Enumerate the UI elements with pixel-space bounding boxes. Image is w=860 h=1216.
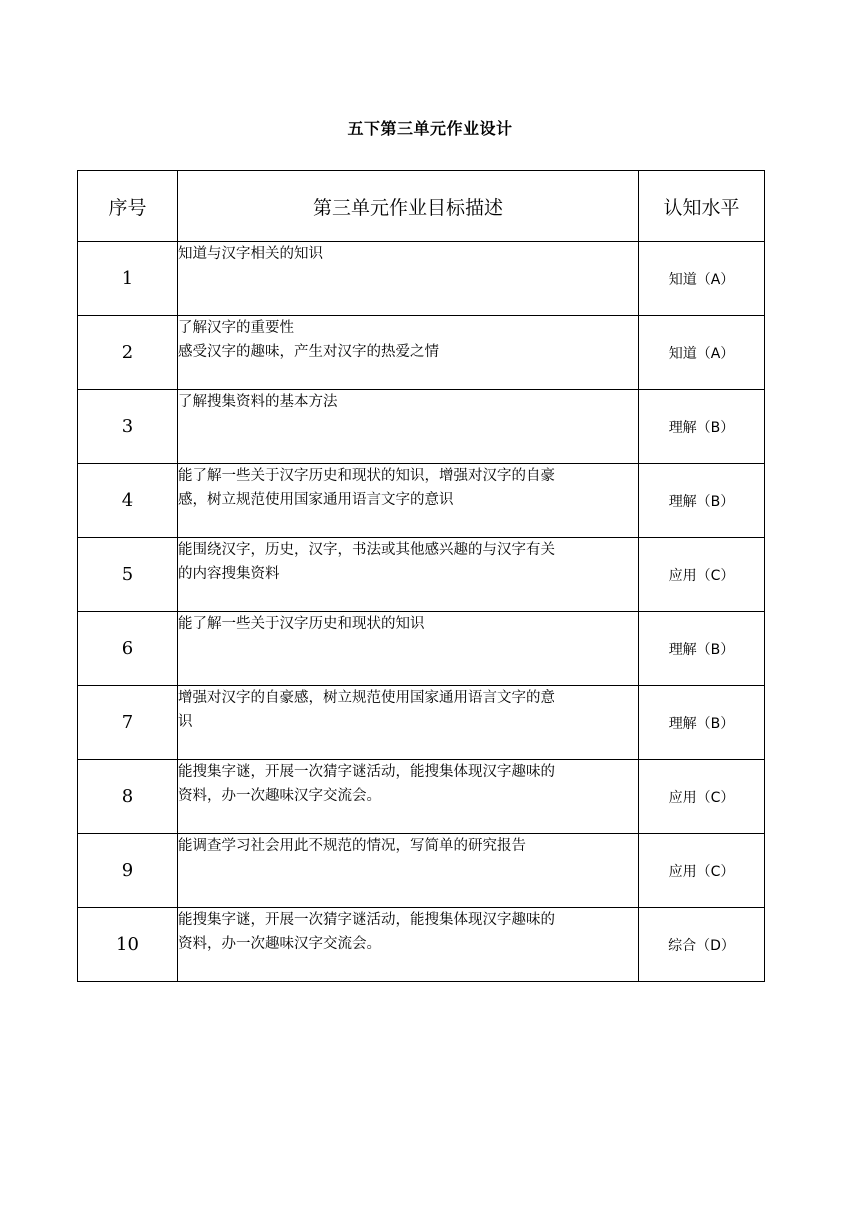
row-description <box>178 538 639 612</box>
row-description <box>178 464 639 538</box>
row-description <box>178 686 639 760</box>
description-line: 能搜集字谜，开展一次猜字谜活动，能搜集体现汉字趣味的 <box>178 764 555 780</box>
header-index: 序号 <box>78 171 178 242</box>
description-line: 了解汉字的重要性 <box>178 320 294 336</box>
table-header-row <box>78 171 765 242</box>
header-description: 第三单元作业目标描述 <box>178 171 639 242</box>
description-line: 增强对汉字的自豪感，树立规范使用国家通用语言文字的意 <box>178 690 555 706</box>
description-line: 了解搜集资料的基本方法 <box>178 394 338 410</box>
row-index: 7 <box>78 686 178 760</box>
row-cognitive-level <box>639 316 765 390</box>
cognitive-level-label: 应用（C） <box>668 567 735 584</box>
cognitive-level-label: 应用（C） <box>668 789 735 806</box>
row-cognitive-level <box>639 390 765 464</box>
table-row <box>78 686 765 760</box>
description-line: 能调查学习社会用此不规范的情况，写简单的研究报告 <box>178 838 526 854</box>
description-line: 资料，办一次趣味汉字交流会。 <box>178 788 381 804</box>
cognitive-level-label: 理解（B） <box>668 641 735 658</box>
table-row <box>78 834 765 908</box>
document-title: 五下第三单元作业设计 <box>347 119 513 138</box>
row-description <box>178 242 639 316</box>
row-description <box>178 760 639 834</box>
row-index: 1 <box>78 242 178 316</box>
table-row <box>78 242 765 316</box>
table-row <box>78 760 765 834</box>
table-row <box>78 390 765 464</box>
row-description <box>178 834 639 908</box>
row-index: 3 <box>78 390 178 464</box>
row-index: 4 <box>78 464 178 538</box>
description-line: 感受汉字的趣味，产生对汉字的热爱之情 <box>178 344 439 360</box>
cognitive-level-label: 知道（A） <box>668 345 735 362</box>
table-row <box>78 908 765 982</box>
description-line: 感，树立规范使用国家通用语言文字的意识 <box>178 492 454 508</box>
row-index: 2 <box>78 316 178 390</box>
row-cognitive-level <box>639 538 765 612</box>
row-description <box>178 908 639 982</box>
row-cognitive-level <box>639 612 765 686</box>
row-description <box>178 390 639 464</box>
description-line: 知道与汉字相关的知识 <box>178 246 323 262</box>
cognitive-level-label: 综合（D） <box>668 937 735 954</box>
row-cognitive-level <box>639 686 765 760</box>
description-line: 能了解一些关于汉字历史和现状的知识，增强对汉字的自豪 <box>178 468 555 484</box>
row-index: 5 <box>78 538 178 612</box>
row-description <box>178 612 639 686</box>
row-cognitive-level <box>639 242 765 316</box>
description-line: 能围绕汉字，历史，汉字，书法或其他感兴趣的与汉字有关 <box>178 542 555 558</box>
homework-goals-table <box>77 170 765 982</box>
description-line: 的内容搜集资料 <box>178 566 280 582</box>
table-row <box>78 316 765 390</box>
description-line: 识 <box>178 714 193 730</box>
row-index: 10 <box>78 908 178 982</box>
cognitive-level-label: 理解（B） <box>668 715 735 732</box>
row-index: 6 <box>78 612 178 686</box>
row-cognitive-level <box>639 908 765 982</box>
row-description <box>178 316 639 390</box>
cognitive-level-label: 知道（A） <box>668 271 735 288</box>
row-index: 9 <box>78 834 178 908</box>
table-row <box>78 464 765 538</box>
header-level: 认知水平 <box>639 171 765 242</box>
row-cognitive-level <box>639 760 765 834</box>
description-line: 能了解一些关于汉字历史和现状的知识 <box>178 616 425 632</box>
description-line: 资料，办一次趣味汉字交流会。 <box>178 936 381 952</box>
description-line: 能搜集字谜，开展一次猜字谜活动，能搜集体现汉字趣味的 <box>178 912 555 928</box>
row-cognitive-level <box>639 464 765 538</box>
table-row <box>78 612 765 686</box>
cognitive-level-label: 理解（B） <box>668 493 735 510</box>
cognitive-level-label: 应用（C） <box>668 863 735 880</box>
table-row <box>78 538 765 612</box>
row-index: 8 <box>78 760 178 834</box>
row-cognitive-level <box>639 834 765 908</box>
cognitive-level-label: 理解（B） <box>668 419 735 436</box>
